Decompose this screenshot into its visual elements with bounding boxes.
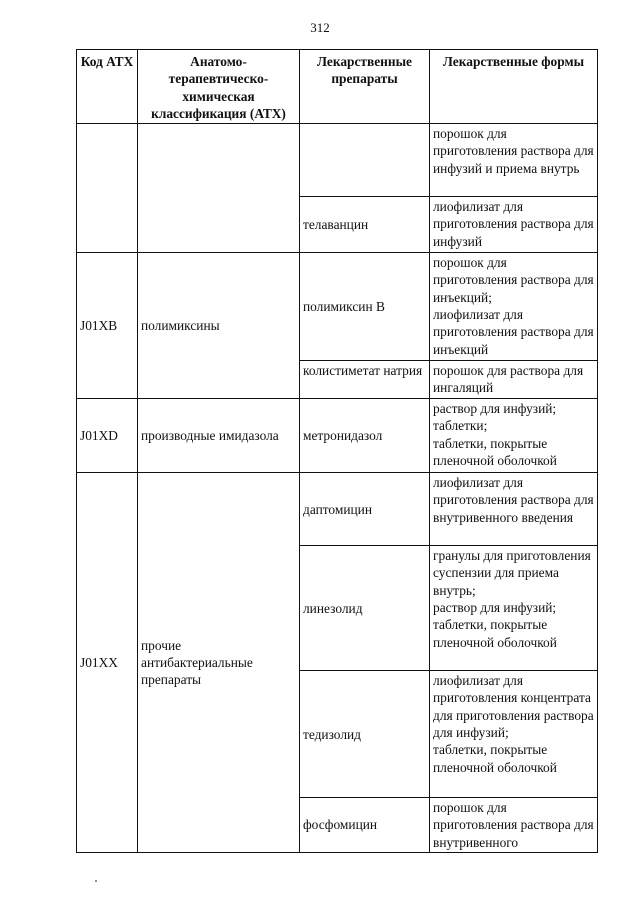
table-row <box>77 473 598 546</box>
forms-cell <box>430 671 598 798</box>
form-line: лиофилизат для приготовления концентрата для приготовления раствора для инфузий; <box>433 673 594 741</box>
forms-cell <box>430 253 598 361</box>
form-line: порошок для приготовления раствора для внутривенного <box>433 800 594 850</box>
header-code: Код АТХ <box>77 50 138 124</box>
classification-cell: прочие антибактериальные препараты <box>138 473 300 853</box>
form-line: лиофилизат для приготовления раствора для внутривенного введения <box>433 475 594 525</box>
drug-cell: линезолид <box>300 546 430 671</box>
form-line: таблетки, покрытые пленочной оболочкой <box>433 617 557 650</box>
code-cell: J01XD <box>77 399 138 473</box>
code-cell: J01XB <box>77 253 138 399</box>
form-line: гранулы для приготовления суспензии для приема внутрь; <box>433 548 591 598</box>
table-row <box>77 253 598 361</box>
forms-cell <box>430 546 598 671</box>
drug-cell <box>300 124 430 197</box>
code-cell <box>77 124 138 253</box>
forms-cell <box>430 124 598 197</box>
forms-cell <box>430 798 598 853</box>
form-line: раствор для инфузий; <box>433 401 557 417</box>
drug-cell: тедизолид <box>300 671 430 798</box>
forms-cell <box>430 361 598 399</box>
form-line: лиофилизат для приготовления раствора для инъекций <box>433 307 594 357</box>
forms-cell <box>430 399 598 473</box>
code-cell: J01XX <box>77 473 138 853</box>
form-line: таблетки; <box>433 418 488 434</box>
forms-cell <box>430 473 598 546</box>
header-drugs: Лекарственные препараты <box>300 50 430 124</box>
form-line: порошок для приготовления раствора для инъекций; <box>433 255 594 305</box>
form-line: таблетки, покрытые пленочной оболочкой <box>433 435 557 469</box>
drug-cell: полимиксин В <box>300 253 430 361</box>
header-forms: Лекарственные формы <box>430 50 598 124</box>
form-line: таблетки, покрытые пленочной оболочкой <box>433 742 557 775</box>
scan-speck <box>95 880 97 882</box>
classification-cell: производные имидазола <box>138 399 300 473</box>
form-line: порошок для приготовления раствора для инфузий и приема внутрь <box>433 126 594 176</box>
drug-cell: фосфомицин <box>300 798 430 853</box>
table-row <box>77 399 598 473</box>
form-line: порошок для раствора для ингаляций <box>433 363 584 396</box>
drug-cell: метронидазол <box>300 399 430 473</box>
drug-cell: даптомицин <box>300 473 430 546</box>
classification-cell <box>138 124 300 253</box>
table-header-row <box>77 50 598 124</box>
table-row <box>77 124 598 197</box>
drug-cell: колистиметат натрия <box>300 361 430 399</box>
header-classification: Анатомо-терапевтическо-химическая классификация (АТХ) <box>138 50 300 124</box>
forms-cell <box>430 197 598 253</box>
classification-cell: полимиксины <box>138 253 300 399</box>
form-line: лиофилизат для приготовления раствора для инфузий <box>433 199 594 249</box>
drug-cell: телаванцин <box>300 197 430 253</box>
atx-table <box>76 49 598 853</box>
form-line: раствор для инфузий; <box>433 600 557 616</box>
page-number: 312 <box>310 20 330 35</box>
